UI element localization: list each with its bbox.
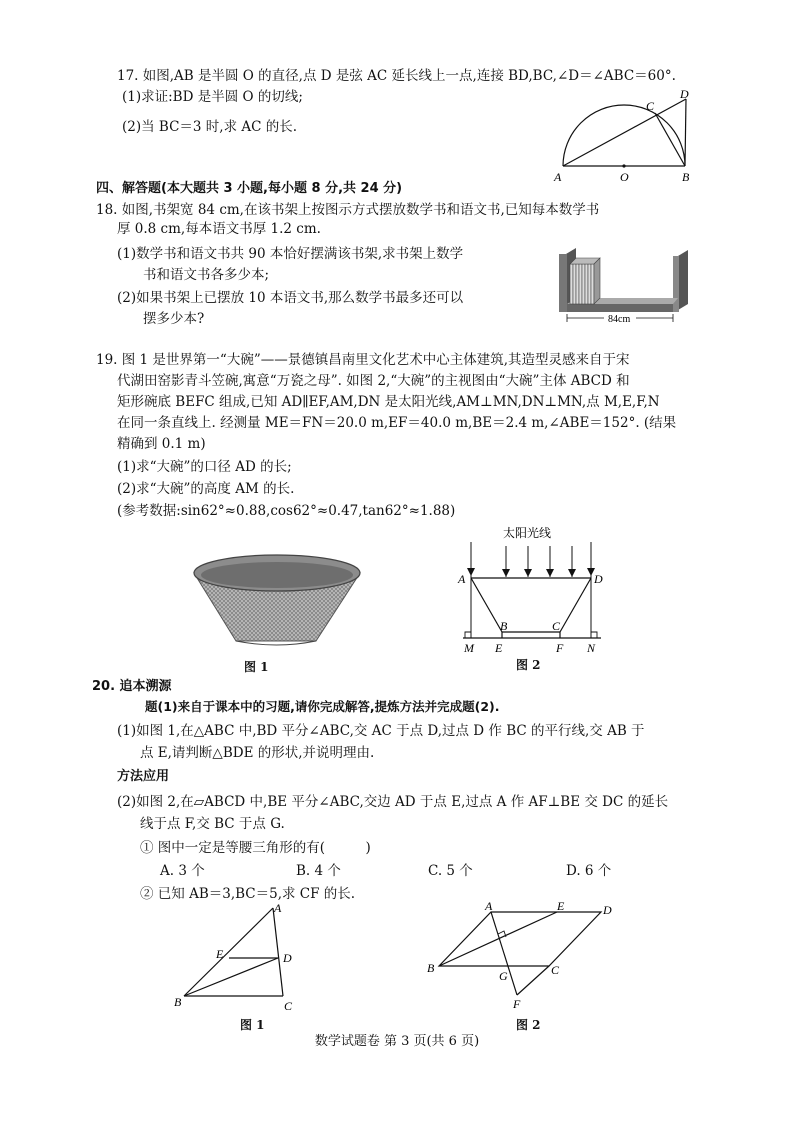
- q20-sub2: ② 已知 AB＝3,BC＝5,求 CF 的长.: [140, 886, 356, 902]
- q20-option-c: C. 5 个: [428, 863, 473, 879]
- q18-shelf-width-label: 84cm: [608, 314, 631, 325]
- q17-part2: (2)当 BC＝3 时,求 AC 的长.: [122, 119, 298, 135]
- q18-part1a: (1)数学书和语文书共 90 本恰好摆满该书架,求书架上数学: [117, 246, 464, 262]
- q18-part2b: 摆多少本?: [143, 311, 205, 327]
- section4-heading: 四、解答题(本大题共 3 小题,每小题 8 分,共 24 分): [96, 181, 403, 196]
- q20-fig2-label-d: D: [603, 903, 612, 917]
- q19-sunlight-label: 太阳光线: [503, 526, 552, 540]
- q17-label-a: A: [554, 170, 562, 184]
- q19-line1: 19. 图 1 是世界第一“大碗”——景德镇昌南里文化艺术中心主体建筑,其造型灵感来自于宋: [96, 352, 630, 368]
- q20-sub1: ① 图中一定是等腰三角形的有( ): [140, 840, 371, 856]
- q19-fig1-caption: 图 1: [244, 660, 269, 674]
- q18-part2a: (2)如果书架上已摆放 10 本语文书,那么数学书最多还可以: [117, 290, 464, 306]
- q20-title: 20. 追本溯源: [92, 679, 172, 694]
- q20-fig1-label-d: D: [283, 951, 292, 965]
- q17-part1: (1)求证:BD 是半圆 O 的切线;: [122, 89, 303, 105]
- q19-line4: 在同一条直线上. 经测量 ME＝FN＝20.0 m,EF＝40.0 m,BE＝2.4 m,∠ABE＝152°. (结果: [117, 415, 677, 431]
- q20-option-d: D. 6 个: [566, 863, 612, 879]
- q18-line2: 厚 0.8 cm,每本语文书厚 1.2 cm.: [117, 221, 321, 237]
- q20-fig2-label-c: C: [551, 963, 560, 977]
- q20-fig2-label-g: G: [499, 969, 508, 983]
- q20-fig1-triangle: [170, 900, 310, 1018]
- q17-stem: 17. 如图,AB 是半圆 O 的直径,点 D 是弦 AC 延长线上一点,连接 BD,BC,∠D＝∠ABC＝60°.: [117, 68, 676, 84]
- q19-label-a: A: [458, 572, 466, 586]
- q20-fig2-label-e: E: [557, 900, 565, 913]
- q19-part2: (2)求“大碗”的高度 AM 的长.: [117, 481, 295, 497]
- q19-line2: 代湖田窑影青斗笠碗,寓意“万瓷之母”. 如图 2,“大碗”的主视图由“大碗”主体 ABCD 和: [117, 373, 630, 389]
- q17-semicircle-figure: [548, 88, 708, 184]
- q20-intro: 题(1)来自于课本中的习题,请你完成解答,提炼方法并完成题(2).: [145, 699, 500, 714]
- q20-fig2-parallelogram: [425, 900, 625, 1018]
- q20-fig1-label-c: C: [284, 999, 293, 1013]
- q20-option-a: A. 3 个: [160, 863, 205, 879]
- q20-part1a: (1)如图 1,在△ABC 中,BD 平分∠ABC,交 AC 于点 D,过点 D 作 BC 的平行线,交 AB 于: [117, 723, 645, 739]
- q18-bookshelf-figure: [556, 242, 698, 326]
- q17-label-c: C: [646, 99, 655, 113]
- q19-reference-data: (参考数据:sin62°≈0.88,cos62°≈0.47,tan62°≈1.88): [117, 503, 456, 519]
- q20-part1b: 点 E,请判断△BDE 的形状,并说明理由.: [140, 745, 375, 761]
- q19-line5: 精确到 0.1 m): [117, 436, 206, 452]
- q20-part2a: (2)如图 2,在▱ABCD 中,BE 平分∠ABC,交边 AD 于点 E,过点 A 作 AF⊥BE 交 DC 的延长: [117, 794, 669, 810]
- q19-label-f: F: [556, 641, 564, 655]
- q20-fig2-label-f: F: [513, 997, 521, 1011]
- q17-label-b: B: [682, 170, 690, 184]
- q19-bowl-diagram: [455, 522, 615, 657]
- q20-fig2-label-a: A: [485, 900, 493, 913]
- q19-label-m: M: [464, 641, 474, 655]
- q20-fig1-label-a: A: [274, 901, 282, 915]
- q20-part2b: 线于点 F,交 BC 于点 G.: [140, 816, 285, 832]
- q20-fig1-label-e: E: [216, 947, 224, 961]
- page-footer: 数学试题卷 第 3 页(共 6 页): [314, 1034, 480, 1049]
- q19-bowl-photo: [188, 545, 366, 650]
- q17-label-o: O: [620, 170, 629, 184]
- q18-line1: 18. 如图,书架宽 84 cm,在该书架上按图示方式摆放数学书和语文书,已知每本数学书: [96, 202, 600, 218]
- q19-label-e: E: [495, 641, 503, 655]
- q18-part1b: 书和语文书各多少本;: [143, 267, 270, 283]
- q19-label-b: B: [500, 619, 508, 633]
- q17-label-d: D: [680, 88, 689, 101]
- q19-line3: 矩形碗底 BEFC 组成,已知 AD∥EF,AM,DN 是太阳光线,AM⊥MN,DN⊥MN,点 M,E,F,N: [117, 394, 660, 410]
- q20-fig1-caption: 图 1: [240, 1018, 265, 1032]
- q19-label-d: D: [594, 572, 603, 586]
- q19-label-c: C: [552, 619, 561, 633]
- q20-fig2-caption: 图 2: [516, 1018, 541, 1032]
- q19-label-n: N: [587, 641, 596, 655]
- q20-fig1-label-b: B: [174, 995, 182, 1009]
- q19-part1: (1)求“大碗”的口径 AD 的长;: [117, 459, 292, 475]
- q20-method-heading: 方法应用: [117, 769, 170, 784]
- q20-fig2-label-b: B: [427, 961, 435, 975]
- q20-option-b: B. 4 个: [296, 863, 341, 879]
- q19-fig2-caption: 图 2: [516, 658, 541, 672]
